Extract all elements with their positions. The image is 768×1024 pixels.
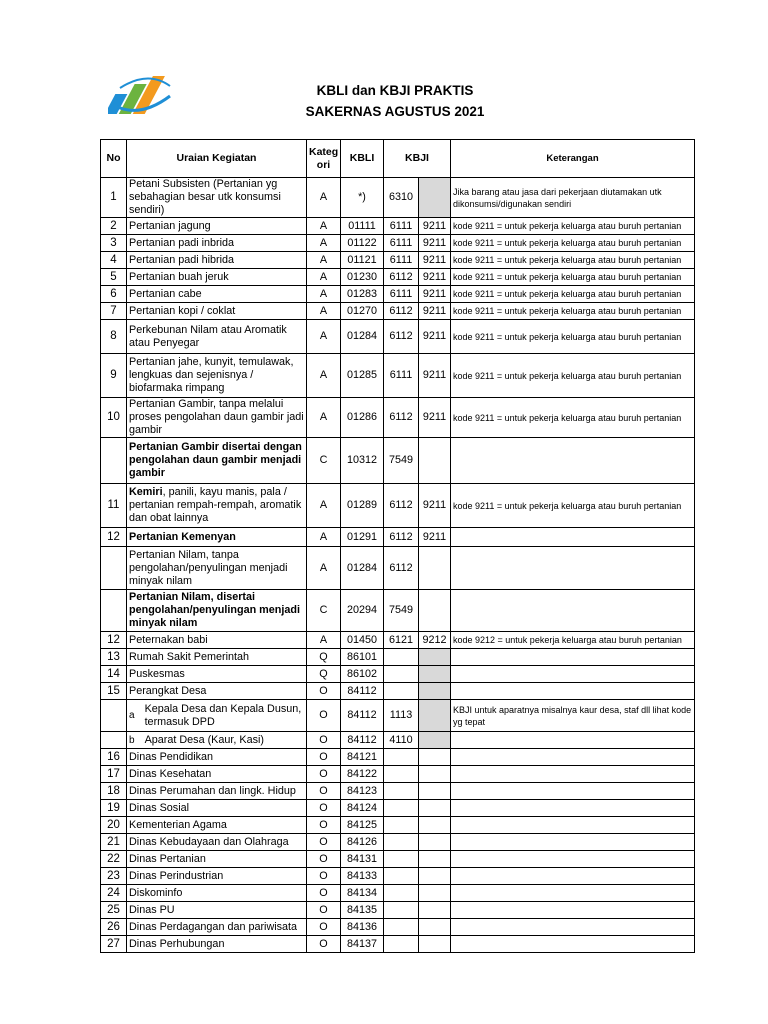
cell-uraian: Perkebunan Nilam atau Aromatik atau Penyegar	[127, 320, 307, 354]
cell-kategori: A	[307, 632, 341, 649]
cell-uraian: Pertanian jahe, kunyit, temulawak, lengkuas dan sejenisnya / biofarmaka rimpang	[127, 354, 307, 398]
cell-kategori: O	[307, 700, 341, 732]
cell-kbji-alt: 9211	[419, 398, 451, 438]
table-row	[101, 902, 695, 919]
cell-no: 9	[101, 354, 127, 398]
cell-kbji	[384, 649, 419, 666]
cell-kbji-alt	[419, 868, 451, 885]
cell-uraian: Pertanian padi inbrida	[127, 235, 307, 252]
table-row	[101, 868, 695, 885]
cell-kbji	[384, 902, 419, 919]
cell-kbli: 84122	[341, 766, 384, 783]
col-header-kbji: KBJI	[384, 140, 451, 178]
cell-no: 23	[101, 868, 127, 885]
cell-kbli: 84135	[341, 902, 384, 919]
document-title: KBLI dan KBJI PRAKTIS	[316, 83, 474, 98]
cell-uraian: Pertanian Gambir, tanpa melalui proses pengolahan daun gambir jadi gambir	[127, 398, 307, 438]
cell-kategori: O	[307, 868, 341, 885]
table-row	[101, 666, 695, 683]
cell-kategori: O	[307, 851, 341, 868]
table-row	[101, 303, 695, 320]
cell-uraian: Dinas Kesehatan	[127, 766, 307, 783]
cell-kbli: 84124	[341, 800, 384, 817]
cell-kbji: 6111	[384, 354, 419, 398]
cell-no: 27	[101, 936, 127, 953]
cell-kategori: A	[307, 354, 341, 398]
cell-no	[101, 700, 127, 732]
cell-kbli: 84131	[341, 851, 384, 868]
cell-kbji: 6112	[384, 528, 419, 547]
cell-kbji-alt	[419, 683, 451, 700]
cell-keterangan	[451, 683, 695, 700]
cell-kbji	[384, 766, 419, 783]
cell-kategori: A	[307, 269, 341, 286]
cell-kategori: A	[307, 484, 341, 528]
cell-kbli: 01283	[341, 286, 384, 303]
cell-keterangan	[451, 783, 695, 800]
table-row	[101, 354, 695, 398]
cell-uraian: Dinas Perindustrian	[127, 868, 307, 885]
cell-kategori: A	[307, 178, 341, 218]
cell-kbli: 01121	[341, 252, 384, 269]
cell-kbji-alt: 9211	[419, 484, 451, 528]
cell-uraian: Dinas Perdagangan dan pariwisata	[127, 919, 307, 936]
cell-kbji: 6111	[384, 235, 419, 252]
cell-kbji: 6112	[384, 547, 419, 590]
cell-no: 11	[101, 484, 127, 528]
cell-no: 12	[101, 632, 127, 649]
cell-kbji: 6111	[384, 252, 419, 269]
table-row	[101, 320, 695, 354]
cell-kbji-alt	[419, 666, 451, 683]
cell-no: 2	[101, 218, 127, 235]
cell-no: 20	[101, 817, 127, 834]
table-row	[101, 632, 695, 649]
table-row	[101, 766, 695, 783]
cell-kbli: 84125	[341, 817, 384, 834]
cell-kbji-alt: 9211	[419, 303, 451, 320]
table-row	[101, 800, 695, 817]
cell-uraian: Dinas Perhubungan	[127, 936, 307, 953]
table-row	[101, 286, 695, 303]
sub-item-letter: b	[129, 734, 135, 746]
cell-no	[101, 438, 127, 484]
cell-kbji-alt	[419, 817, 451, 834]
cell-no: 17	[101, 766, 127, 783]
cell-kategori: A	[307, 398, 341, 438]
cell-uraian: Peternakan babi	[127, 632, 307, 649]
cell-kbli: 01284	[341, 547, 384, 590]
cell-kategori: O	[307, 834, 341, 851]
cell-uraian	[127, 732, 307, 749]
cell-kbji	[384, 851, 419, 868]
cell-uraian: Pertanian cabe	[127, 286, 307, 303]
uraian-bold-part: Kemiri	[129, 486, 163, 498]
cell-kbji-alt	[419, 800, 451, 817]
cell-kbli: 01284	[341, 320, 384, 354]
cell-kbji: 6112	[384, 398, 419, 438]
cell-kbji: 4110	[384, 732, 419, 749]
cell-no: 26	[101, 919, 127, 936]
cell-uraian	[127, 700, 307, 732]
cell-keterangan	[451, 666, 695, 683]
cell-no: 8	[101, 320, 127, 354]
table-body	[101, 178, 695, 953]
cell-keterangan	[451, 800, 695, 817]
cell-uraian: Pertanian jagung	[127, 218, 307, 235]
cell-kbji: 6111	[384, 218, 419, 235]
cell-kbji: 6112	[384, 484, 419, 528]
uraian-rest: , panili, kayu manis, pala / pertanian rempah-rempah, aromatik dan obat lainnya	[129, 486, 302, 524]
cell-kategori: C	[307, 438, 341, 484]
sub-item-text: Kepala Desa dan Kepala Dusun, termasuk DPD	[144, 702, 302, 728]
cell-uraian: Puskesmas	[127, 666, 307, 683]
cell-kbji-alt: 9211	[419, 286, 451, 303]
cell-kbli: *)	[341, 178, 384, 218]
cell-kategori: O	[307, 885, 341, 902]
cell-keterangan: kode 9211 = untuk pekerja keluarga atau buruh pertanian	[451, 286, 695, 303]
cell-uraian: Dinas Sosial	[127, 800, 307, 817]
cell-kbji	[384, 885, 419, 902]
cell-kbli: 86101	[341, 649, 384, 666]
cell-no: 12	[101, 528, 127, 547]
cell-kbji-alt	[419, 851, 451, 868]
cell-kbli: 10312	[341, 438, 384, 484]
table-row	[101, 683, 695, 700]
cell-kbji-alt: 9211	[419, 252, 451, 269]
cell-kbji-alt	[419, 783, 451, 800]
cell-keterangan	[451, 817, 695, 834]
cell-kbli: 20294	[341, 590, 384, 632]
cell-keterangan: Jika barang atau jasa dari pekerjaan diutamakan utk dikonsumsi/digunakan sendiri	[451, 178, 695, 218]
cell-kbji-alt	[419, 885, 451, 902]
cell-kbli: 84112	[341, 700, 384, 732]
cell-kbji-alt	[419, 590, 451, 632]
cell-keterangan: kode 9211 = untuk pekerja keluarga atau buruh pertanian	[451, 320, 695, 354]
cell-keterangan: kode 9211 = untuk pekerja keluarga atau buruh pertanian	[451, 484, 695, 528]
cell-no: 22	[101, 851, 127, 868]
table-row	[101, 749, 695, 766]
cell-kbli: 01270	[341, 303, 384, 320]
cell-uraian: Petani Subsisten (Pertanian yg sebahagian besar utk konsumsi sendiri)	[127, 178, 307, 218]
table-row	[101, 438, 695, 484]
cell-kategori: O	[307, 749, 341, 766]
cell-uraian: Pertanian buah jeruk	[127, 269, 307, 286]
cell-kbji-alt: 9211	[419, 218, 451, 235]
cell-no: 10	[101, 398, 127, 438]
table-row	[101, 700, 695, 732]
cell-kategori: O	[307, 732, 341, 749]
cell-kategori: Q	[307, 649, 341, 666]
cell-kategori: A	[307, 320, 341, 354]
cell-kbji-alt	[419, 936, 451, 953]
cell-no: 19	[101, 800, 127, 817]
cell-kategori: A	[307, 252, 341, 269]
cell-no	[101, 732, 127, 749]
sub-item-letter: a	[129, 710, 135, 721]
cell-no: 13	[101, 649, 127, 666]
col-header-uraian: Uraian Kegiatan	[127, 140, 307, 178]
cell-kbli: 01450	[341, 632, 384, 649]
cell-kategori: A	[307, 528, 341, 547]
cell-kategori: A	[307, 303, 341, 320]
cell-kbli: 84112	[341, 732, 384, 749]
cell-no: 7	[101, 303, 127, 320]
cell-uraian: Rumah Sakit Pemerintah	[127, 649, 307, 666]
cell-keterangan	[451, 919, 695, 936]
cell-no: 1	[101, 178, 127, 218]
cell-kbji-alt	[419, 749, 451, 766]
table-row	[101, 936, 695, 953]
cell-kbji: 6112	[384, 303, 419, 320]
cell-kbli: 84112	[341, 683, 384, 700]
cell-kbji-alt: 9211	[419, 320, 451, 354]
bps-logo	[108, 74, 174, 120]
cell-keterangan	[451, 649, 695, 666]
cell-kategori: O	[307, 683, 341, 700]
cell-no	[101, 547, 127, 590]
table-row	[101, 178, 695, 218]
cell-kbji	[384, 683, 419, 700]
cell-no: 5	[101, 269, 127, 286]
cell-kbli: 86102	[341, 666, 384, 683]
cell-kategori: O	[307, 936, 341, 953]
cell-no: 14	[101, 666, 127, 683]
cell-kbji: 6121	[384, 632, 419, 649]
cell-kategori: A	[307, 547, 341, 590]
cell-kbji	[384, 868, 419, 885]
cell-keterangan: kode 9211 = untuk pekerja keluarga atau buruh pertanian	[451, 303, 695, 320]
table-row	[101, 590, 695, 632]
cell-keterangan	[451, 732, 695, 749]
cell-kbji	[384, 749, 419, 766]
cell-kategori: O	[307, 817, 341, 834]
cell-keterangan: kode 9212 = untuk pekerja keluarga atau buruh pertanian	[451, 632, 695, 649]
cell-kbli: 84136	[341, 919, 384, 936]
cell-uraian	[127, 484, 307, 528]
cell-keterangan: kode 9211 = untuk pekerja keluarga atau buruh pertanian	[451, 269, 695, 286]
cell-kbji-alt	[419, 834, 451, 851]
cell-kategori: C	[307, 590, 341, 632]
cell-uraian: Dinas Perumahan dan lingk. Hidup	[127, 783, 307, 800]
cell-kbji: 7549	[384, 438, 419, 484]
cell-kbji	[384, 834, 419, 851]
cell-no: 3	[101, 235, 127, 252]
cell-keterangan: KBJI untuk aparatnya misalnya kaur desa, staf dll lihat kode yg tepat	[451, 700, 695, 732]
document-subtitle: SAKERNAS AGUSTUS 2021	[305, 104, 485, 119]
cell-kbji: 6112	[384, 269, 419, 286]
cell-kbli: 01286	[341, 398, 384, 438]
cell-kbji: 6111	[384, 286, 419, 303]
cell-uraian: Pertanian Gambir disertai dengan pengolahan daun gambir menjadi gambir	[127, 438, 307, 484]
cell-kbli: 84134	[341, 885, 384, 902]
cell-no: 25	[101, 902, 127, 919]
cell-kbli: 84133	[341, 868, 384, 885]
table-row	[101, 885, 695, 902]
cell-keterangan	[451, 438, 695, 484]
cell-kategori: A	[307, 235, 341, 252]
cell-keterangan	[451, 749, 695, 766]
cell-uraian: Dinas Pendidikan	[127, 749, 307, 766]
kbli-kbji-table	[100, 139, 695, 953]
cell-uraian: Pertanian Nilam, disertai pengolahan/penyulingan menjadi minyak nilam	[127, 590, 307, 632]
cell-kbji-alt: 9211	[419, 528, 451, 547]
table-row	[101, 269, 695, 286]
cell-kbji	[384, 919, 419, 936]
cell-kbji: 6310	[384, 178, 419, 218]
cell-keterangan	[451, 547, 695, 590]
cell-kbli: 01122	[341, 235, 384, 252]
cell-kbji-alt	[419, 438, 451, 484]
cell-kbji	[384, 666, 419, 683]
table-row	[101, 252, 695, 269]
cell-kbji: 6112	[384, 320, 419, 354]
cell-keterangan	[451, 851, 695, 868]
cell-kbji-alt	[419, 902, 451, 919]
table-row	[101, 528, 695, 547]
cell-kbli: 84126	[341, 834, 384, 851]
table-header-row	[101, 140, 695, 178]
sub-item-text: Aparat Desa (Kaur, Kasi)	[144, 733, 264, 746]
cell-keterangan	[451, 885, 695, 902]
cell-kbji-alt: 9211	[419, 235, 451, 252]
cell-uraian: Dinas Pertanian	[127, 851, 307, 868]
cell-kategori: Q	[307, 666, 341, 683]
cell-kategori: O	[307, 800, 341, 817]
col-header-no: No	[101, 140, 127, 178]
table-row	[101, 919, 695, 936]
cell-kbli: 01289	[341, 484, 384, 528]
cell-uraian: Pertanian kopi / coklat	[127, 303, 307, 320]
cell-keterangan: kode 9211 = untuk pekerja keluarga atau buruh pertanian	[451, 354, 695, 398]
cell-keterangan: kode 9211 = untuk pekerja keluarga atau buruh pertanian	[451, 218, 695, 235]
cell-kbji-alt	[419, 700, 451, 732]
cell-kbli: 84123	[341, 783, 384, 800]
cell-kbli: 84137	[341, 936, 384, 953]
table-row	[101, 783, 695, 800]
cell-kbji: 7549	[384, 590, 419, 632]
table-row	[101, 732, 695, 749]
cell-kbli: 01111	[341, 218, 384, 235]
table-row	[101, 398, 695, 438]
cell-keterangan	[451, 834, 695, 851]
cell-no: 21	[101, 834, 127, 851]
cell-kategori: A	[307, 218, 341, 235]
col-header-kbli: KBLI	[341, 140, 384, 178]
cell-no: 6	[101, 286, 127, 303]
table-row	[101, 851, 695, 868]
cell-kbji: 1113	[384, 700, 419, 732]
cell-uraian: Diskominfo	[127, 885, 307, 902]
cell-keterangan: kode 9211 = untuk pekerja keluarga atau buruh pertanian	[451, 252, 695, 269]
cell-no: 4	[101, 252, 127, 269]
cell-no: 15	[101, 683, 127, 700]
table-row	[101, 817, 695, 834]
cell-keterangan	[451, 868, 695, 885]
cell-keterangan	[451, 936, 695, 953]
cell-kbji-alt	[419, 732, 451, 749]
cell-uraian: Pertanian padi hibrida	[127, 252, 307, 269]
cell-uraian: Kementerian Agama	[127, 817, 307, 834]
table-row	[101, 235, 695, 252]
cell-kbli: 01230	[341, 269, 384, 286]
cell-kbji	[384, 800, 419, 817]
cell-no: 16	[101, 749, 127, 766]
cell-kbji-alt	[419, 649, 451, 666]
col-header-keterangan: Keterangan	[451, 140, 695, 178]
cell-kbli: 84121	[341, 749, 384, 766]
cell-keterangan	[451, 902, 695, 919]
cell-kbli: 01285	[341, 354, 384, 398]
cell-uraian: Pertanian Kemenyan	[127, 528, 307, 547]
table-row	[101, 218, 695, 235]
cell-kategori: A	[307, 286, 341, 303]
table-row	[101, 547, 695, 590]
cell-uraian: Dinas Kebudayaan dan Olahraga	[127, 834, 307, 851]
cell-keterangan	[451, 590, 695, 632]
cell-kbji-alt	[419, 547, 451, 590]
cell-keterangan	[451, 528, 695, 547]
col-header-kategori: Kateg ori	[307, 140, 341, 178]
cell-no: 18	[101, 783, 127, 800]
cell-keterangan: kode 9211 = untuk pekerja keluarga atau buruh pertanian	[451, 235, 695, 252]
cell-kbji	[384, 783, 419, 800]
cell-kbji	[384, 817, 419, 834]
cell-uraian: Dinas PU	[127, 902, 307, 919]
cell-kbji-alt	[419, 919, 451, 936]
cell-kategori: O	[307, 919, 341, 936]
cell-kategori: O	[307, 783, 341, 800]
cell-kbji-alt: 9211	[419, 354, 451, 398]
cell-uraian: Perangkat Desa	[127, 683, 307, 700]
cell-kbji-alt	[419, 766, 451, 783]
cell-no: 24	[101, 885, 127, 902]
cell-keterangan	[451, 766, 695, 783]
cell-kbji-alt	[419, 178, 451, 218]
cell-kbli: 01291	[341, 528, 384, 547]
cell-kbji	[384, 936, 419, 953]
cell-kbji-alt: 9212	[419, 632, 451, 649]
cell-kategori: O	[307, 902, 341, 919]
cell-kbji-alt: 9211	[419, 269, 451, 286]
cell-no	[101, 590, 127, 632]
cell-uraian: Pertanian Nilam, tanpa pengolahan/penyulingan menjadi minyak nilam	[127, 547, 307, 590]
table-row	[101, 484, 695, 528]
cell-keterangan: kode 9211 = untuk pekerja keluarga atau buruh pertanian	[451, 398, 695, 438]
table-row	[101, 649, 695, 666]
table-row	[101, 834, 695, 851]
cell-kategori: O	[307, 766, 341, 783]
